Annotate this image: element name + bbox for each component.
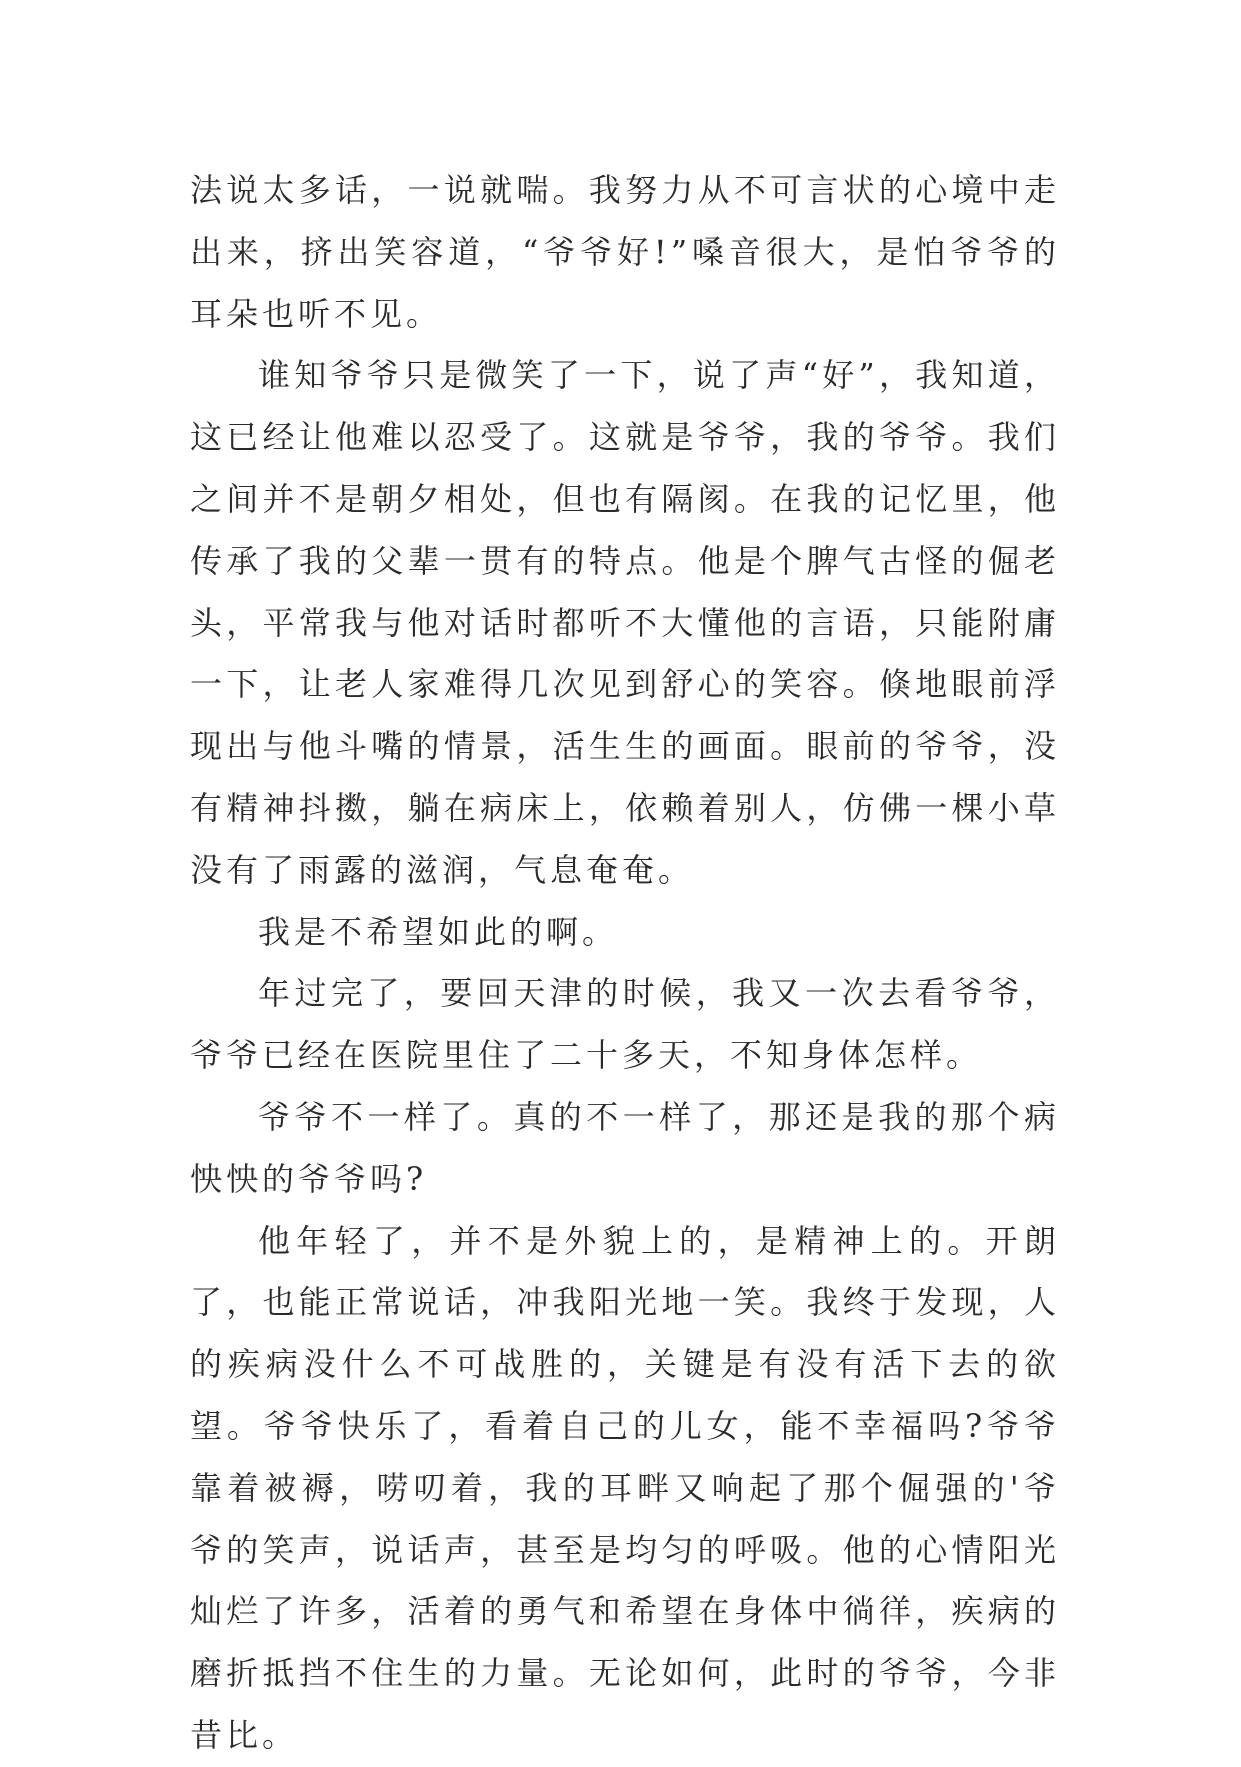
paragraph-2: 谁知爷爷只是微笑了一下，说了声“好”，我知道，这已经让他难以忍受了。这就是爷爷，我的爷爷。我们之间并不是朝夕相处，但也有隔阂。在我的记忆里，他传承了我的父辈一贯有的特点。他是个脾气古怪的倔老头，平常我与他对话时都听不大懂他的言语，只能附庸一下，让老人家难得几次见到舒心的笑容。倏地眼前浮现出与他斗嘴的情景，活生生的画面。眼前的爷爷，没有精神抖擞，躺在病床上，依赖着别人，仿佛一棵小草没有了雨露的滋润，气息奄奄。 [190, 356, 1060, 889]
paragraph-3: 我是不希望如此的啊。 [258, 912, 619, 951]
paragraph-4: 年过完了，要回天津的时候，我又一次去看爷爷，爷爷已经在医院里住了二十多天，不知身体怎样。 [190, 974, 1060, 1075]
essay-body [190, 160, 1060, 1767]
paragraph-1: 法说太多话，一说就喘。我努力从不可言状的心境中走出来，挤出笑容道，“爷爷好!”嗓音很大，是怕爷爷的耳朵也听不见。 [190, 171, 1060, 333]
paragraph-6: 他年轻了，并不是外貌上的，是精神上的。开朗了，也能正常说话，冲我阳光地一笑。我终于发现，人的疾病没什么不可战胜的，关键是有没有活下去的欲望。爷爷快乐了，看着自己的儿女，能不幸福吗?爷爷靠着被褥，唠叨着，我的耳畔又响起了那个倔强的'爷爷的笑声，说话声，甚至是均匀的呼吸。他的心情阳光灿烂了许多，活着的勇气和希望在身体中徜徉，疾病的磨折抵挡不住生的力量。无论如何，此时的爷爷，今非昔比。 [190, 1221, 1060, 1754]
paragraph-5: 爷爷不一样了。真的不一样了，那还是我的那个病怏怏的爷爷吗? [190, 1097, 1060, 1198]
